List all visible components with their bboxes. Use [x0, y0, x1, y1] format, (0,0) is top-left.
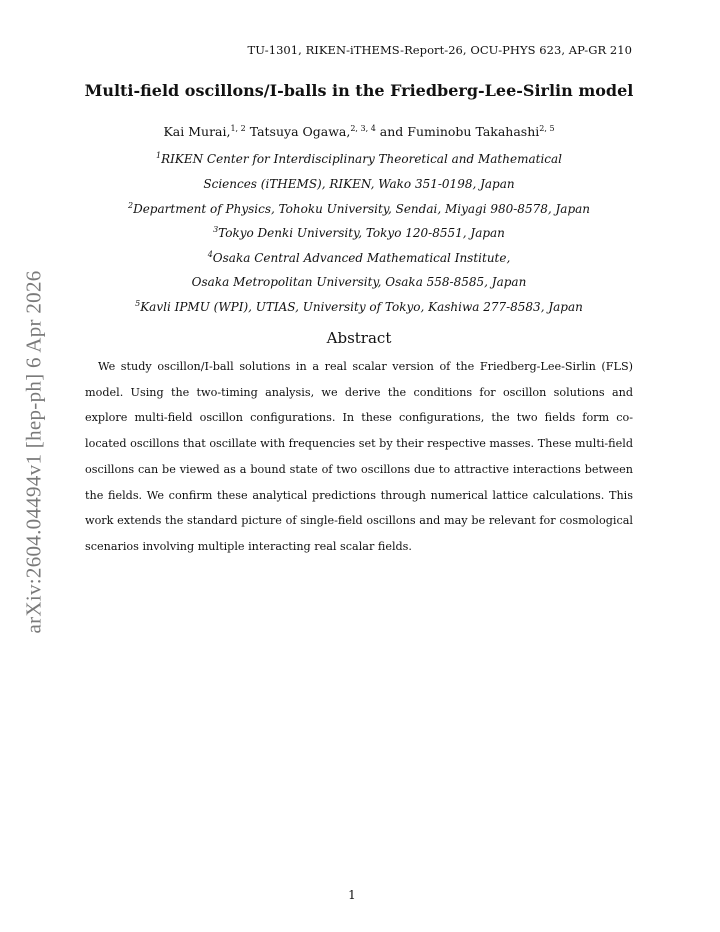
abstract-text: We study oscillon/I-ball solutions in a real scalar version of the Friedberg-Lee-Sirlin (FLS) model. Using the two-timing analysis, we derive the conditions for oscillon solutions and explore multi-field oscillon configurations. In these configurations, the two fields form co-located oscillons that oscillate with frequencies set by their respective masses. These multi-field oscillons can be viewed as a bound state of two oscillons due to attractive interactions between the fields. We confirm these analytical predictions through numerical lattice calculations. This work extends the standard picture of single-field oscillons and may be relevant for cosmological scenarios involving multiple interacting real scalar fields.	[85, 360, 633, 553]
affiliation-4-cont	[0, 275, 718, 289]
author-connector: and	[379, 124, 404, 139]
author-name: Fuminobu Takahashi	[407, 124, 540, 139]
arxiv-identifier-stamp: arXiv:2604.04494v1 [hep-ph] 6 Apr 2026	[21, 270, 46, 634]
affiliation-mark: 4	[207, 250, 213, 259]
affiliation-mark: 5	[135, 299, 141, 308]
affiliation-line: Osaka Central Advanced Mathematical Institute,	[212, 251, 511, 265]
report-numbers: TU-1301, RIKEN-iTHEMS-Report-26, OCU-PHYS 623, AP-GR 210	[247, 43, 632, 57]
affiliation-line: Tokyo Denki University, Tokyo 120-8551, Japan	[218, 226, 505, 240]
author-affil-mark: 2, 5	[539, 124, 555, 133]
affiliation-line: Sciences (iTHEMS), RIKEN, Wako 351-0198, Japan	[203, 177, 515, 191]
affiliation-3	[0, 226, 718, 240]
affiliation-line: Department of Physics, Tohoku University, Sendai, Miyagi 980-8578, Japan	[133, 202, 591, 216]
affiliation-4	[0, 251, 718, 265]
affiliation-line: RIKEN Center for Interdisciplinary Theoretical and Mathematical	[161, 152, 562, 166]
affiliation-5	[0, 300, 718, 314]
author-affil-mark: 2, 3, 4	[350, 124, 376, 133]
affiliation-line: Osaka Metropolitan University, Osaka 558-8585, Japan	[191, 275, 527, 289]
paper-title: Multi-field oscillons/I-balls in the Friedberg-Lee-Sirlin model	[84, 81, 634, 100]
author-name: Tatsuya Ogawa,	[249, 124, 351, 139]
affiliation-mark: 1	[155, 151, 162, 160]
author-affil-mark: 1, 2	[230, 124, 246, 133]
abstract-heading: Abstract	[326, 329, 392, 347]
affiliation-line: Kavli IPMU (WPI), UTIAS, University of Tokyo, Kashiwa 277-8583, Japan	[140, 300, 583, 314]
affiliation-mark: 3	[213, 225, 219, 234]
author-list	[0, 124, 718, 139]
author-name: Kai Murai,	[163, 124, 231, 139]
affiliation-1	[0, 152, 718, 166]
affiliation-1-cont	[0, 177, 718, 191]
page-number: 1	[348, 888, 356, 902]
affiliation-mark: 2	[127, 201, 134, 210]
affiliation-2	[0, 202, 718, 216]
